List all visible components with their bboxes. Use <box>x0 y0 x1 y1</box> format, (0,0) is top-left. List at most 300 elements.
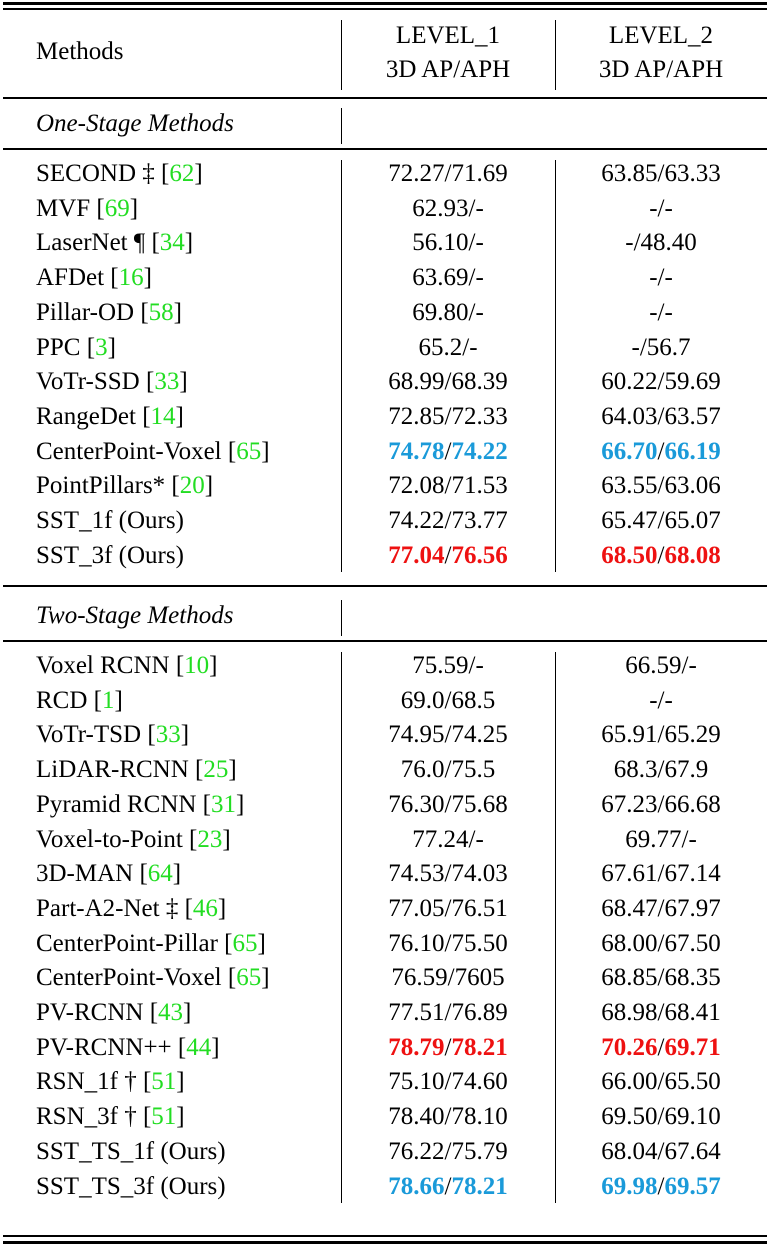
citation-link[interactable]: 3 <box>95 334 108 361</box>
level2-value <box>555 540 767 572</box>
method-name <box>36 719 189 751</box>
value-ap: 76.30 <box>388 791 445 818</box>
citation-link[interactable]: 25 <box>203 756 229 783</box>
method-name <box>36 893 226 925</box>
value-separator: / <box>657 964 665 991</box>
citation-link[interactable]: 23 <box>197 826 223 853</box>
level1-value <box>341 1101 555 1133</box>
value-aph: 48.40 <box>640 229 697 256</box>
method-label: SST_3f (Ours) <box>36 542 184 569</box>
method-name <box>36 158 203 190</box>
value-aph: 63.06 <box>664 472 721 499</box>
method-name <box>36 1171 226 1203</box>
value-separator: / <box>444 1138 452 1165</box>
value-separator: / <box>657 472 665 499</box>
section-rule <box>3 640 767 642</box>
value-separator: / <box>444 542 452 569</box>
value-aph: 63.33 <box>664 160 721 187</box>
method-label: VoTr-TSD [ <box>36 721 156 748</box>
value-aph: - <box>475 299 484 326</box>
value-aph: - <box>688 826 697 853</box>
citation-link[interactable]: 14 <box>150 403 176 430</box>
value-separator: / <box>444 687 452 714</box>
value-ap: 66.70 <box>601 438 658 465</box>
value-separator: / <box>657 721 665 748</box>
value-aph: 74.22 <box>451 438 508 465</box>
value-separator: / <box>657 1138 665 1165</box>
level2-value <box>555 1136 767 1168</box>
value-separator: / <box>444 1103 452 1130</box>
value-separator: / <box>657 687 665 714</box>
level2-value <box>555 227 767 259</box>
value-separator: / <box>657 264 665 291</box>
method-name <box>36 1136 226 1168</box>
method-name <box>36 789 244 821</box>
value-ap: 62.93 <box>412 195 469 222</box>
value-aph: 72.33 <box>451 403 508 430</box>
method-name <box>36 297 182 329</box>
column-separator-1 <box>341 160 342 572</box>
value-separator: / <box>468 229 476 256</box>
value-separator: / <box>639 334 647 361</box>
level2-value <box>555 719 767 751</box>
method-label: Pyramid RCNN [ <box>36 791 211 818</box>
value-separator: / <box>444 1068 452 1095</box>
value-ap: 65.2 <box>418 334 463 361</box>
header-level2-title: LEVEL_2 <box>608 22 714 49</box>
value-ap: 68.50 <box>601 542 658 569</box>
level1-value <box>341 754 555 786</box>
value-separator: / <box>657 299 665 326</box>
value-ap: 74.22 <box>388 507 445 534</box>
level1-value <box>341 332 555 364</box>
level2-value <box>555 505 767 537</box>
value-separator: / <box>657 1103 665 1130</box>
value-ap: 74.95 <box>388 721 445 748</box>
value-ap: 68.3 <box>613 756 658 783</box>
column-separator-2 <box>555 160 556 572</box>
citation-link[interactable]: 62 <box>169 160 195 187</box>
value-aph: 71.69 <box>451 160 508 187</box>
level1-value <box>341 1032 555 1064</box>
bottom-rule-inner <box>3 1235 767 1237</box>
level1-value <box>341 650 555 682</box>
value-separator: / <box>444 1173 452 1200</box>
value-ap: 66.59 <box>625 652 682 679</box>
value-aph: 74.60 <box>451 1068 508 1095</box>
value-ap: - <box>649 264 658 291</box>
value-ap: 78.66 <box>388 1173 445 1200</box>
value-separator: / <box>681 652 689 679</box>
value-ap: 72.27 <box>388 160 445 187</box>
value-ap: 76.0 <box>400 756 445 783</box>
citation-link[interactable]: 16 <box>118 264 144 291</box>
column-separator-1 <box>341 652 342 1203</box>
method-name <box>36 401 184 433</box>
value-ap: - <box>625 229 634 256</box>
citation-link[interactable]: 51 <box>151 1068 177 1095</box>
level1-value <box>341 997 555 1029</box>
value-aph: 65.07 <box>664 507 721 534</box>
citation-link[interactable]: 43 <box>158 999 184 1026</box>
citation-bracket: ] <box>179 368 188 395</box>
method-label: LiDAR-RCNN [ <box>36 756 204 783</box>
value-ap: 75.59 <box>412 652 469 679</box>
citation-link[interactable]: 34 <box>159 229 185 256</box>
value-separator: / <box>444 403 452 430</box>
citation-link[interactable]: 65 <box>236 964 262 991</box>
method-label: MVF [ <box>36 195 105 222</box>
value-separator: / <box>468 264 476 291</box>
section-label: Two-Stage Methods <box>36 602 234 629</box>
value-aph: 69.10 <box>664 1103 721 1130</box>
method-label: Pillar-OD [ <box>36 299 149 326</box>
value-ap: 68.98 <box>601 999 658 1026</box>
value-ap: 68.47 <box>601 895 658 922</box>
citation-bracket: ] <box>176 1068 185 1095</box>
method-name <box>36 332 116 364</box>
citation-bracket: ] <box>114 687 123 714</box>
value-separator: / <box>444 756 452 783</box>
value-ap: 70.26 <box>601 1034 658 1061</box>
level1-value <box>341 824 555 856</box>
value-aph: - <box>688 652 697 679</box>
value-aph: - <box>475 229 484 256</box>
section-label: One-Stage Methods <box>36 110 234 137</box>
level2-value <box>555 436 767 468</box>
citation-bracket: ] <box>107 334 116 361</box>
level2-value <box>555 193 767 225</box>
level1-value <box>341 1171 555 1203</box>
method-name <box>36 470 213 502</box>
value-ap: 66.00 <box>601 1068 658 1095</box>
method-label: LaserNet ¶ [ <box>36 229 160 256</box>
method-name <box>36 262 152 294</box>
value-aph: 63.57 <box>664 403 721 430</box>
value-aph: 74.25 <box>451 721 508 748</box>
value-separator: / <box>657 438 665 465</box>
citation-link[interactable]: 1 <box>101 687 115 714</box>
method-name <box>36 193 138 225</box>
citation-bracket: ] <box>143 264 152 291</box>
value-separator: / <box>657 1068 665 1095</box>
citation-link[interactable]: 31 <box>211 791 236 818</box>
value-aph: 56.7 <box>646 334 691 361</box>
method-label: RangeDet [ <box>36 403 151 430</box>
method-label: PointPillars* [ <box>36 472 180 499</box>
level2-value <box>555 1171 767 1203</box>
method-label: Voxel RCNN [ <box>36 652 185 679</box>
value-aph: 71.53 <box>451 472 508 499</box>
method-label: PV-RCNN [ <box>36 999 159 1026</box>
citation-bracket: ] <box>175 403 184 430</box>
value-ap: 63.85 <box>601 160 658 187</box>
value-aph: 65.50 <box>664 1068 721 1095</box>
value-separator: / <box>657 542 665 569</box>
level1-value <box>341 262 555 294</box>
value-separator: / <box>468 299 476 326</box>
method-label: RSN_3f † [ <box>36 1103 152 1130</box>
value-separator: / <box>468 652 476 679</box>
value-ap: 64.03 <box>601 403 658 430</box>
citation-bracket: ] <box>129 195 139 222</box>
citation-link[interactable]: 10 <box>184 652 210 679</box>
value-aph: - <box>664 264 673 291</box>
value-ap: 69.0 <box>400 687 445 714</box>
level2-value <box>555 297 767 329</box>
level2-value <box>555 824 767 856</box>
header-level1-metric: 3D AP/APH <box>385 56 511 83</box>
level2-value <box>555 1101 767 1133</box>
method-label: RSN_1f † [ <box>36 1068 152 1095</box>
level1-value <box>341 858 555 890</box>
value-aph: 66.19 <box>664 438 721 465</box>
method-name <box>36 650 218 682</box>
citation-link[interactable]: 51 <box>151 1103 177 1130</box>
value-aph: 68.41 <box>664 999 721 1026</box>
value-aph: - <box>475 195 484 222</box>
level2-value <box>555 401 767 433</box>
value-aph: 67.97 <box>664 895 721 922</box>
value-ap: 76.22 <box>388 1138 445 1165</box>
citation-bracket: ] <box>183 999 192 1026</box>
value-separator: / <box>462 334 470 361</box>
citation-bracket: ] <box>211 1034 220 1061</box>
top-rule-inner <box>3 8 767 10</box>
value-separator: / <box>657 791 665 818</box>
citation-bracket: ] <box>209 652 218 679</box>
value-ap: 74.78 <box>388 438 445 465</box>
value-ap: 67.23 <box>601 791 658 818</box>
value-ap: 77.04 <box>388 542 445 569</box>
level2-value <box>555 262 767 294</box>
level2-value <box>555 685 767 717</box>
citation-bracket: ] <box>180 721 190 748</box>
level2-value <box>555 1066 767 1098</box>
method-name <box>36 997 191 1029</box>
method-name <box>36 754 237 786</box>
level1-value <box>341 193 555 225</box>
header-level2-metric: 3D AP/APH <box>598 56 724 83</box>
citation-link[interactable]: 69 <box>104 195 130 222</box>
value-ap: 68.85 <box>601 964 658 991</box>
top-rule <box>3 2 767 5</box>
level2-value <box>555 366 767 398</box>
method-label: SST_1f (Ours) <box>36 507 184 534</box>
value-separator: / <box>657 895 665 922</box>
citation-link[interactable]: 46 <box>192 895 218 922</box>
value-separator: / <box>447 964 455 991</box>
value-separator: / <box>657 860 665 887</box>
method-name <box>36 1032 220 1064</box>
level1-value <box>341 505 555 537</box>
level2-value <box>555 470 767 502</box>
value-ap: 65.47 <box>601 507 658 534</box>
method-label: CenterPoint-Pillar [ <box>36 930 233 957</box>
citation-link[interactable]: 33 <box>154 368 180 395</box>
value-ap: - <box>649 195 658 222</box>
value-ap: 72.85 <box>388 403 445 430</box>
value-separator: / <box>444 368 452 395</box>
value-ap: 68.04 <box>601 1138 658 1165</box>
citation-bracket: ] <box>261 438 270 465</box>
value-ap: 69.77 <box>625 826 682 853</box>
value-aph: 7605 <box>454 964 505 991</box>
citation-bracket: ] <box>204 472 214 499</box>
value-aph: - <box>469 334 478 361</box>
method-label: CenterPoint-Voxel [ <box>36 964 237 991</box>
section-separator <box>341 108 342 144</box>
citation-link[interactable]: 65 <box>236 438 262 465</box>
header-rule <box>3 97 767 99</box>
citation-link[interactable]: 65 <box>232 930 258 957</box>
level1-value <box>341 227 555 259</box>
value-aph: 78.10 <box>451 1103 508 1130</box>
value-ap: 63.55 <box>601 472 658 499</box>
value-aph: 78.21 <box>451 1173 508 1200</box>
method-label: 3D-MAN [ <box>36 860 148 887</box>
method-name <box>36 436 270 468</box>
level1-value <box>341 789 555 821</box>
level2-value <box>555 997 767 1029</box>
value-separator: / <box>657 507 665 534</box>
method-label: SECOND ‡ [ <box>36 160 170 187</box>
method-label: PPC [ <box>36 334 96 361</box>
value-aph: 67.14 <box>664 860 721 887</box>
value-aph: 75.79 <box>451 1138 508 1165</box>
value-ap: 78.79 <box>388 1034 445 1061</box>
citation-bracket: ] <box>176 1103 185 1130</box>
method-label: SST_TS_3f (Ours) <box>36 1173 226 1200</box>
value-ap: 77.05 <box>388 895 445 922</box>
level2-value <box>555 332 767 364</box>
value-separator: / <box>681 826 689 853</box>
value-aph: 68.08 <box>664 542 721 569</box>
citation-bracket: ] <box>194 160 203 187</box>
level2-value <box>555 893 767 925</box>
value-aph: - <box>475 264 484 291</box>
method-label: PV-RCNN++ [ <box>36 1034 187 1061</box>
citation-link[interactable]: 20 <box>179 472 205 499</box>
method-label: AFDet [ <box>36 264 119 291</box>
value-aph: - <box>664 299 673 326</box>
value-ap: 75.10 <box>388 1068 445 1095</box>
value-aph: - <box>664 687 673 714</box>
section-end-rule <box>3 585 767 587</box>
value-aph: 67.64 <box>664 1138 721 1165</box>
level1-value <box>341 401 555 433</box>
level2-value <box>555 650 767 682</box>
value-ap: - <box>649 687 658 714</box>
value-separator: / <box>657 1173 665 1200</box>
level2-value <box>555 158 767 190</box>
column-separator-2 <box>555 652 556 1203</box>
value-aph: 76.51 <box>451 895 508 922</box>
value-ap: 76.10 <box>388 930 445 957</box>
method-name <box>36 1101 185 1133</box>
value-ap: 69.80 <box>412 299 469 326</box>
level1-value <box>341 719 555 751</box>
value-aph: 74.03 <box>451 860 508 887</box>
header-separator-2 <box>555 20 556 90</box>
value-aph: 59.69 <box>664 368 721 395</box>
header-separator-1 <box>341 20 342 90</box>
method-label: RCD [ <box>36 687 102 714</box>
level1-value <box>341 436 555 468</box>
level1-value <box>341 1136 555 1168</box>
value-separator: / <box>657 756 665 783</box>
level1-value <box>341 470 555 502</box>
value-ap: 77.51 <box>388 999 445 1026</box>
value-separator: / <box>444 438 452 465</box>
citation-link[interactable]: 58 <box>148 299 174 326</box>
value-ap: 65.91 <box>601 721 658 748</box>
value-aph: 78.21 <box>451 1034 508 1061</box>
method-label: Voxel-to-Point [ <box>36 826 198 853</box>
citation-bracket: ] <box>184 229 194 256</box>
value-separator: / <box>444 1034 452 1061</box>
value-separator: / <box>657 999 665 1026</box>
method-label: CenterPoint-Voxel [ <box>36 438 237 465</box>
method-name <box>36 366 188 398</box>
value-aph: 75.5 <box>451 756 496 783</box>
value-aph: 75.50 <box>451 930 508 957</box>
value-ap: - <box>649 299 658 326</box>
value-aph: - <box>664 195 673 222</box>
bottom-rule <box>3 1241 767 1244</box>
section-separator <box>341 600 342 636</box>
citation-link[interactable]: 33 <box>155 721 181 748</box>
level1-value <box>341 366 555 398</box>
value-separator: / <box>657 160 665 187</box>
level1-value <box>341 928 555 960</box>
citation-bracket: ] <box>172 860 182 887</box>
value-separator: / <box>657 195 665 222</box>
method-name <box>36 505 184 537</box>
citation-bracket: ] <box>173 299 182 326</box>
method-name <box>36 824 231 856</box>
value-ap: 69.98 <box>601 1173 658 1200</box>
level2-value <box>555 962 767 994</box>
value-aph: 76.56 <box>451 542 508 569</box>
citation-link[interactable]: 44 <box>186 1034 212 1061</box>
value-separator: / <box>444 507 452 534</box>
value-aph: 66.68 <box>664 791 721 818</box>
header-level1-title: LEVEL_1 <box>395 22 501 49</box>
value-ap: 74.53 <box>388 860 445 887</box>
citation-link[interactable]: 64 <box>147 860 173 887</box>
level1-value <box>341 893 555 925</box>
value-separator: / <box>657 930 665 957</box>
value-separator: / <box>468 195 476 222</box>
value-ap: 68.00 <box>601 930 658 957</box>
level1-value <box>341 297 555 329</box>
value-ap: 68.99 <box>388 368 445 395</box>
value-separator: / <box>444 895 452 922</box>
citation-bracket: ] <box>257 930 266 957</box>
level1-value <box>341 962 555 994</box>
level2-value <box>555 928 767 960</box>
value-separator: / <box>444 791 452 818</box>
value-aph: 69.71 <box>664 1034 721 1061</box>
value-aph: 68.39 <box>451 368 508 395</box>
value-aph: 67.50 <box>664 930 721 957</box>
value-aph: 68.35 <box>664 964 721 991</box>
citation-bracket: ] <box>236 791 245 818</box>
value-separator: / <box>657 1034 665 1061</box>
method-name <box>36 540 184 572</box>
value-ap: 69.50 <box>601 1103 658 1130</box>
